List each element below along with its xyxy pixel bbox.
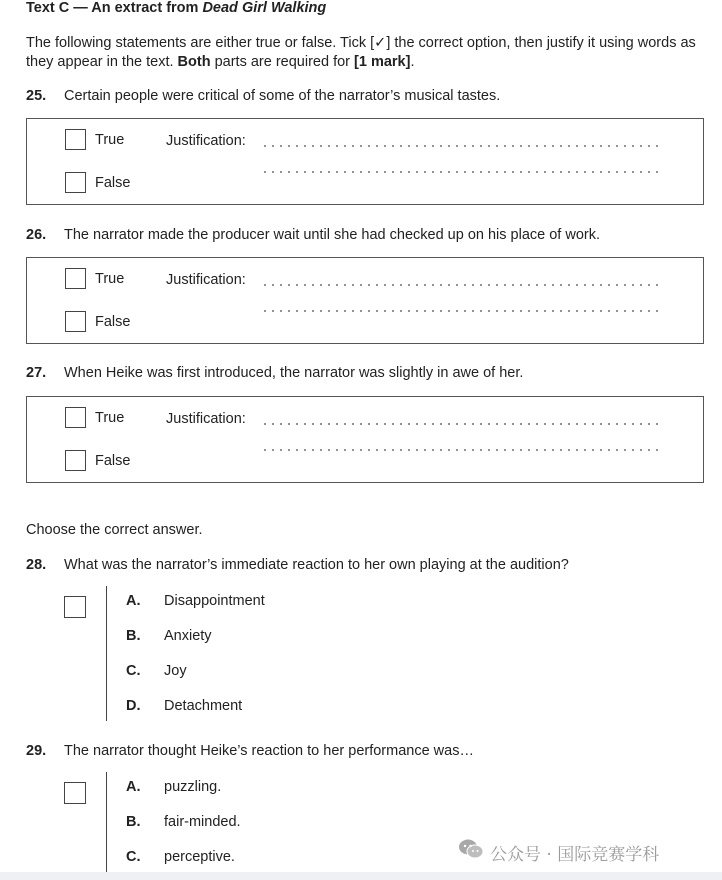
- justification-line[interactable]: [261, 284, 663, 286]
- false-label: False: [95, 314, 131, 330]
- true-label: True: [95, 410, 125, 426]
- answer-box: [26, 396, 704, 483]
- justification-line[interactable]: [261, 449, 663, 451]
- question-number: 26.: [26, 227, 47, 243]
- option-text: Anxiety: [164, 628, 212, 644]
- option-letter: B.: [126, 814, 141, 830]
- question-number: 27.: [26, 365, 47, 381]
- true-checkbox[interactable]: [65, 268, 86, 289]
- question-number: 25.: [26, 88, 47, 104]
- question-number: 28.: [26, 557, 47, 573]
- option-letter: C.: [126, 663, 141, 679]
- answer-checkbox[interactable]: [64, 782, 86, 804]
- answer-checkbox[interactable]: [64, 596, 86, 618]
- option-letter: A.: [126, 779, 141, 795]
- option-text: fair-minded.: [164, 814, 241, 830]
- answer-box: [26, 257, 704, 344]
- false-checkbox[interactable]: [65, 172, 86, 193]
- question-text: When Heike was first introduced, the narrator was slightly in awe of her.: [64, 365, 524, 381]
- page-bottom-strip: [0, 872, 722, 880]
- justification-label: Justification:: [166, 272, 246, 288]
- question-number: 29.: [26, 743, 47, 759]
- justification-label: Justification:: [166, 411, 246, 427]
- false-label: False: [95, 453, 131, 469]
- mc-instructions: Choose the correct answer.: [26, 522, 203, 538]
- option-letter: B.: [126, 628, 141, 644]
- tf-instructions: The following statements are either true or false. Tick [✓] the correct option, then justify it using words as they appear in the text. Both parts are required for [1 mark].: [26, 35, 696, 70]
- option-text: perceptive.: [164, 849, 235, 865]
- false-label: False: [95, 175, 131, 191]
- option-text: Joy: [164, 663, 187, 679]
- true-label: True: [95, 132, 125, 148]
- question-text: What was the narrator’s immediate reaction to her own playing at the audition?: [64, 557, 569, 573]
- true-checkbox[interactable]: [65, 129, 86, 150]
- option-text: puzzling.: [164, 779, 222, 795]
- justification-line[interactable]: [261, 145, 663, 147]
- section-title: Text C — An extract from Dead Girl Walking: [26, 0, 327, 16]
- justification-label: Justification:: [166, 133, 246, 149]
- wechat-icon: [458, 838, 484, 860]
- option-letter: C.: [126, 849, 141, 865]
- option-letter: A.: [126, 593, 141, 609]
- option-divider: [106, 772, 107, 872]
- work-title: Dead Girl Walking: [202, 0, 327, 16]
- option-text: Detachment: [164, 698, 243, 714]
- answer-box: [26, 118, 704, 205]
- true-label: True: [95, 271, 125, 287]
- option-letter: D.: [126, 698, 141, 714]
- justification-line[interactable]: [261, 310, 663, 312]
- tick-symbol: ✓: [374, 35, 387, 51]
- question-text: The narrator made the producer wait until she had checked up on his place of work.: [64, 227, 600, 243]
- false-checkbox[interactable]: [65, 311, 86, 332]
- option-divider: [106, 586, 107, 721]
- justification-line[interactable]: [261, 171, 663, 173]
- true-checkbox[interactable]: [65, 407, 86, 428]
- watermark-text: 公众号 · 国际竞赛学科: [490, 845, 660, 865]
- false-checkbox[interactable]: [65, 450, 86, 471]
- justification-line[interactable]: [261, 423, 663, 425]
- option-text: Disappointment: [164, 593, 265, 609]
- question-text: Certain people were critical of some of the narrator’s musical tastes.: [64, 88, 501, 104]
- question-text: The narrator thought Heike’s reaction to her performance was…: [64, 743, 474, 759]
